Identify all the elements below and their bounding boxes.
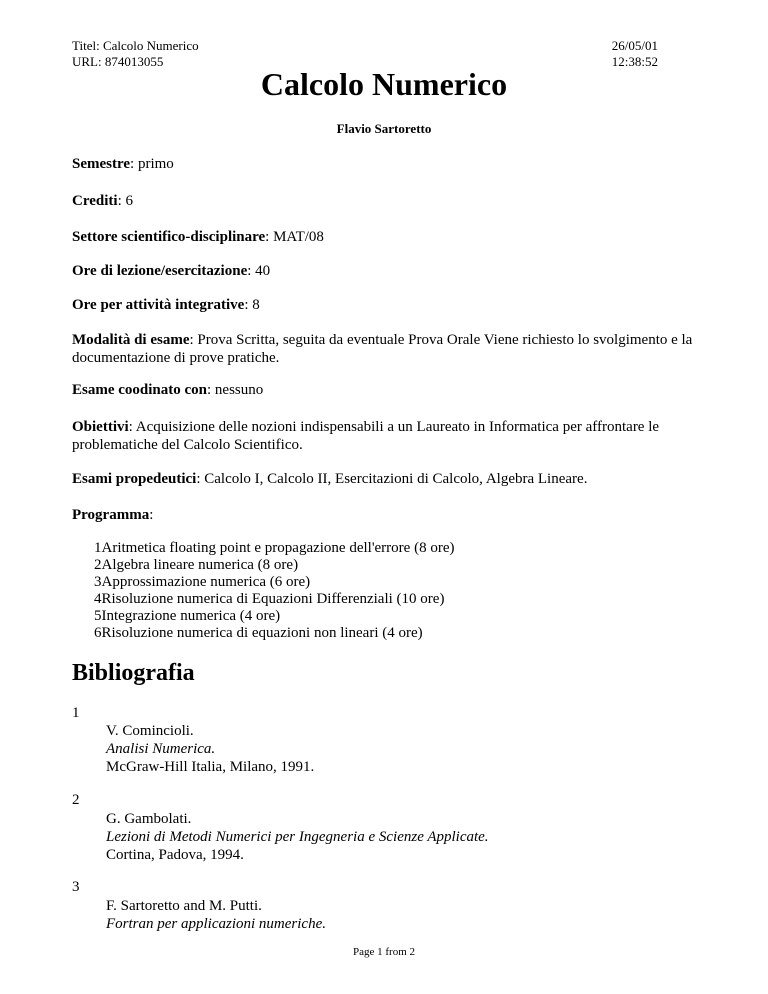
field-value: : Calcolo I, Calcolo II, Esercitazioni di Calcolo, Algebra Lineare. <box>196 471 588 487</box>
bib-number: 3 <box>72 879 80 895</box>
field-settore <box>72 228 702 246</box>
page-title: Calcolo Numerico <box>260 66 508 102</box>
field-esami-propedeutici <box>72 470 702 488</box>
bib-title: Analisi Numerica. <box>106 741 216 757</box>
field-label: Modalità di esame <box>72 332 190 348</box>
field-label: Esami propedeutici <box>72 471 197 487</box>
header-url-line: URL: 874013055 <box>72 54 164 69</box>
field-label: Obiettivi <box>72 419 129 435</box>
field-value: : Prova Scritta, seguita da eventuale Prova Orale Viene richiesto lo svolgimento e la documentazione di prove pratiche. <box>72 332 693 366</box>
field-label: Ore per attività integrative <box>72 297 245 313</box>
field-value: : <box>149 507 154 523</box>
section-heading-bibliografia: Bibliografia <box>72 660 195 686</box>
header-title-line: Titel: Calcolo Numerico <box>72 38 199 53</box>
bib-entry-3 <box>106 897 326 933</box>
bib-entry-2 <box>106 810 489 864</box>
field-value: : 40 <box>247 263 271 279</box>
bib-entry-1 <box>106 722 314 776</box>
bib-author: G. Gambolati. <box>106 811 192 827</box>
field-programma <box>72 506 702 524</box>
programma-list <box>94 540 454 642</box>
list-item: 3Approssimazione numerica (6 ore) <box>94 574 311 590</box>
field-obiettivi <box>72 418 702 454</box>
field-label: Programma <box>72 507 150 523</box>
author-name: Flavio Sartoretto <box>336 121 432 136</box>
field-value: : 6 <box>117 193 133 209</box>
list-item: 5Integrazione numerica (4 ore) <box>94 608 281 624</box>
field-crediti <box>72 192 702 210</box>
bib-title: Lezioni di Metodi Numerici per Ingegneria e Scienze Applicate. <box>106 829 489 845</box>
field-label: Semestre <box>72 156 131 172</box>
field-label: Settore scientifico-disciplinare <box>72 229 266 245</box>
bib-publisher: McGraw-Hill Italia, Milano, 1991. <box>106 759 315 775</box>
field-esame-coordinato <box>72 381 702 399</box>
list-item: 2Algebra lineare numerica (8 ore) <box>94 557 299 573</box>
header-time: 12:38:52 <box>611 54 658 69</box>
bib-title: Fortran per applicazioni numeriche. <box>106 916 326 932</box>
field-value: : Acquisizione delle nozioni indispensabili a un Laureato in Informatica per affrontare le problematiche del Calcolo Scientifico. <box>72 419 660 453</box>
list-item: 4Risoluzione numerica di Equazioni Differenziali (10 ore) <box>94 591 445 607</box>
list-item: 1Aritmetica floating point e propagazione dell'errore (8 ore) <box>94 540 455 556</box>
field-modalita-esame <box>72 331 702 367</box>
field-label: Crediti <box>72 193 118 209</box>
field-label: Ore di lezione/esercitazione <box>72 263 248 279</box>
bib-author: V. Comincioli. <box>106 723 194 739</box>
field-value: : nessuno <box>207 382 264 398</box>
page-footer: Page 1 from 2 <box>352 946 415 958</box>
field-ore-lezione <box>72 262 702 280</box>
header-date: 26/05/01 <box>611 38 658 53</box>
bib-number: 2 <box>72 792 80 808</box>
field-value: : 8 <box>244 297 260 313</box>
bib-author: F. Sartoretto and M. Putti. <box>106 898 262 914</box>
bib-number: 1 <box>72 705 80 721</box>
field-value: : primo <box>130 156 174 172</box>
field-label: Esame coodinato con <box>72 382 207 398</box>
list-item: 6Risoluzione numerica di equazioni non lineari (4 ore) <box>94 625 423 641</box>
field-semestre <box>72 155 702 173</box>
field-ore-integrative <box>72 296 702 314</box>
field-value: : MAT/08 <box>265 229 324 245</box>
bib-publisher: Cortina, Padova, 1994. <box>106 847 244 863</box>
